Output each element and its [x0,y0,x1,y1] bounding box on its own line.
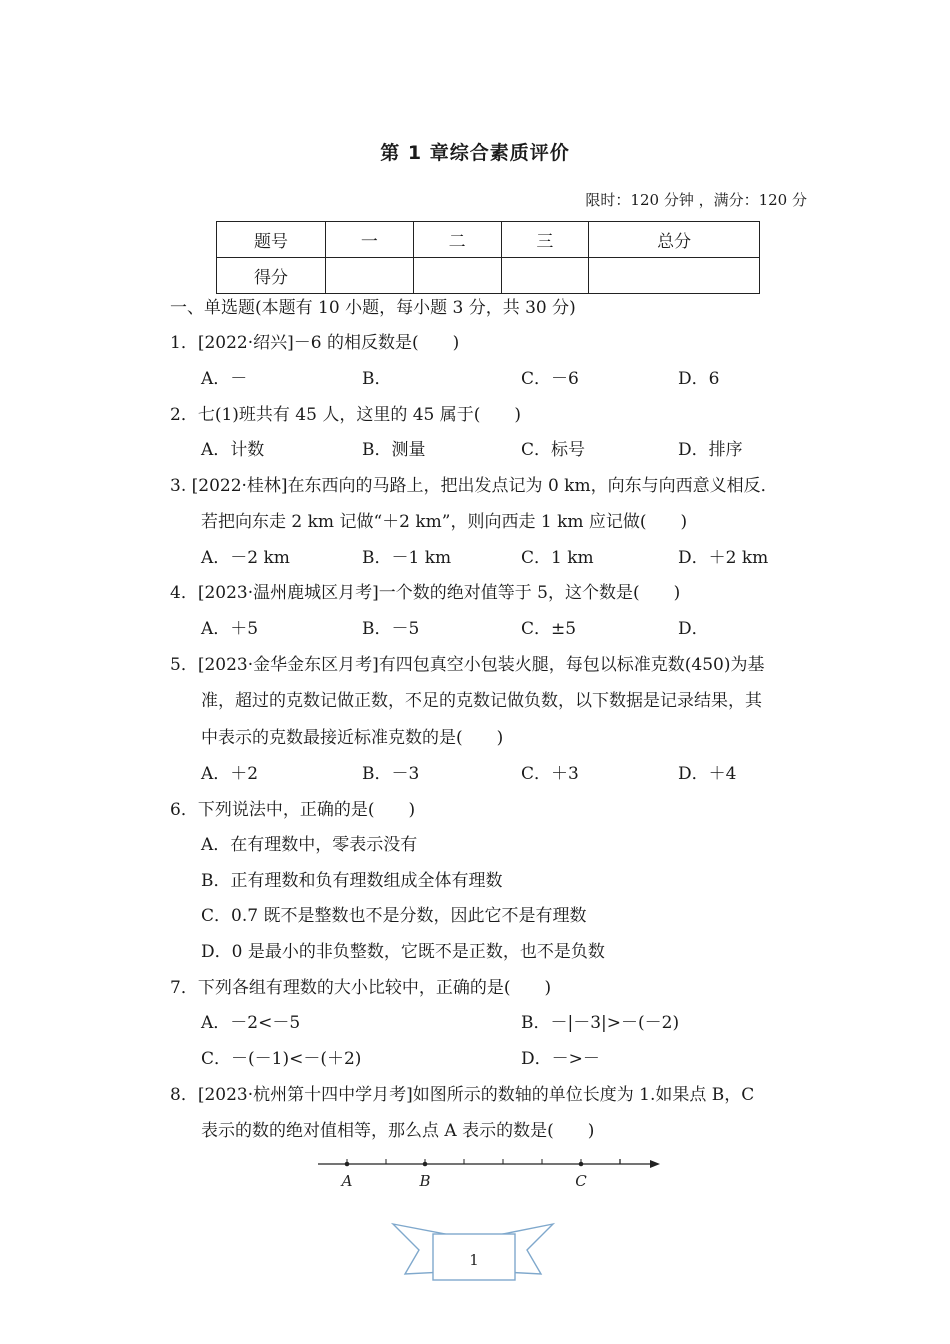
option-7b: B．－|－3|>－(－2) [521,1013,680,1033]
table-cell: 一 [326,222,414,258]
option-3c: C．1 km [521,548,594,568]
option-6a: A．在有理数中，零表示没有 [201,835,418,855]
number-line-figure [310,1152,670,1197]
option-4c: C．±5 [521,619,577,639]
question-7: 7．下列各组有理数的大小比较中，正确的是( ) [170,978,552,998]
question-8: 8．[2023·杭州第十四中学月考]如图所示的数轴的单位长度为 1.如果点 B，C [170,1085,755,1105]
option-3b: B．－1 km [362,548,452,568]
option-1b: B． [362,369,392,389]
option-5c: C．＋3 [521,764,579,784]
question-3-line-2: 若把向东走 2 km 记做“＋2 km”，则向西走 1 km 应记做( ) [201,512,688,532]
label-a: A [341,1172,353,1190]
score-cell[interactable] [589,258,760,294]
table-cell: 得分 [217,258,326,294]
question-5-line-3: 中表示的克数最接近标准克数的是( ) [201,728,504,748]
question-1: 1．[2022·绍兴]－6 的相反数是( ) [170,333,460,353]
option-1a: A．－ [201,369,248,389]
option-2b: B．测量 [362,440,426,460]
option-2d: D．排序 [678,440,743,460]
label-b: B [419,1172,431,1190]
page-title: 第 1 章综合素质评价 [380,142,570,164]
question-5: 5．[2023·金华金东区月考]有四包真空小包装火腿，每包以标准克数(450)为基 [170,655,765,675]
table-row [217,222,760,258]
option-4d: D． [678,619,709,639]
table-cell: 总分 [589,222,760,258]
question-4: 4．[2023·温州鹿城区月考]一个数的绝对值等于 5，这个数是( ) [170,583,681,603]
option-6b: B．正有理数和负有理数组成全体有理数 [201,871,503,891]
score-cell[interactable] [326,258,414,294]
option-6d: D．0 是最小的非负整数，它既不是正数，也不是负数 [201,942,605,962]
option-5a: A．＋2 [201,764,259,784]
label-c: C [575,1172,587,1190]
section-heading: 一、单选题(本题有 10 小题，每小题 3 分，共 30 分) [170,298,576,318]
option-4b: B．－5 [362,619,420,639]
question-6: 6．下列说法中，正确的是( ) [170,800,416,820]
option-1c: C．－6 [521,369,579,389]
option-2c: C．标号 [521,440,586,460]
question-5-line-2: 准，超过的克数记做正数，不足的克数记做负数，以下数据是记录结果，其 [201,691,762,711]
option-4a: A．＋5 [201,619,259,639]
option-6c: C．0.7 既不是整数也不是分数，因此它不是有理数 [201,906,587,926]
point-a [345,1162,350,1167]
point-c [579,1162,584,1167]
option-5b: B．－3 [362,764,420,784]
score-cell[interactable] [413,258,501,294]
page-number-ribbon [385,1218,565,1288]
option-7a: A．－2<－5 [201,1013,301,1033]
point-b [423,1162,428,1167]
page-number: 1 [469,1251,479,1269]
question-8-line-2: 表示的数的绝对值相等，那么点 A 表示的数是( ) [201,1121,595,1141]
score-table [216,221,760,294]
table-cell: 三 [501,222,589,258]
option-5d: D．＋4 [678,764,737,784]
question-3: 3. [2022·桂林]在东西向的马路上，把出发点记为 0 km，向东与向西意义相反． [170,476,778,496]
option-2a: A．计数 [201,440,265,460]
table-cell: 题号 [217,222,326,258]
score-cell[interactable] [501,258,589,294]
option-3d: D．＋2 km [678,548,769,568]
table-row [217,258,760,294]
question-2: 2．七(1)班共有 45 人，这里的 45 属于( ) [170,405,522,425]
option-7c: C．－(－1)<－(＋2) [201,1049,362,1069]
option-1d: D．6 [678,369,720,389]
table-cell: 二 [413,222,501,258]
option-3a: A．－2 km [201,548,290,568]
number-line-arrow [650,1160,660,1168]
option-7d: D．－>－ [521,1049,600,1069]
time-limit: 限时：120 分钟 ，满分：120 分 [585,191,807,209]
